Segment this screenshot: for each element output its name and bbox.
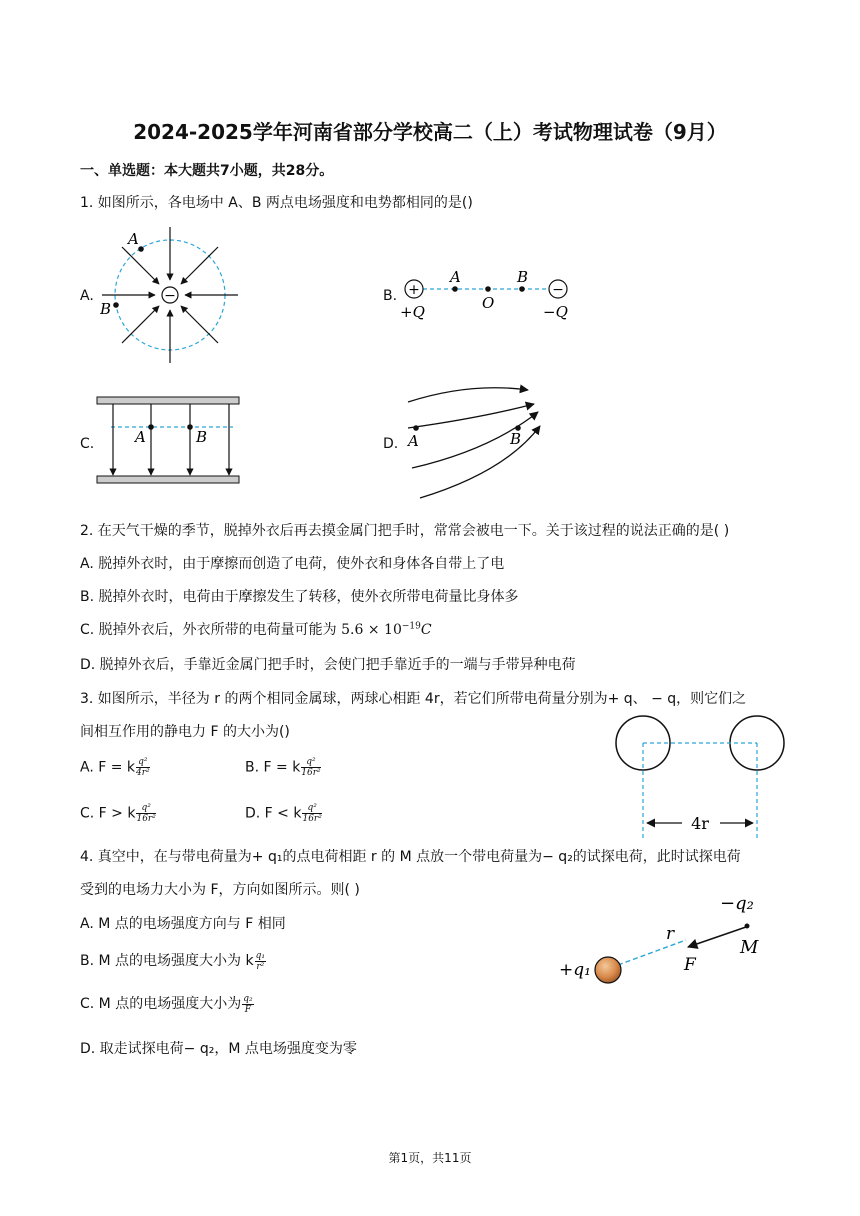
svg-text:+Q: +Q: [400, 303, 425, 321]
q1-stem: 1. 如图所示，各电场中 A、B 两点电场强度和电势都相同的是(): [80, 195, 473, 211]
q1-figure-d: [400, 380, 550, 505]
q1-figure-c: [95, 392, 245, 488]
q4-stem-line2: 受到的电场力大小为 F，方向如图所示。则( ): [80, 882, 360, 898]
q2-option-a: A. 脱掉外衣时，由于摩擦而创造了电荷，使外衣和身体各自带上了电: [80, 556, 505, 572]
svg-text:A: A: [128, 230, 139, 248]
q2-option-d: D. 脱掉外衣后，手靠近金属门把手时，会使门把手靠近手的一端与手带异种电荷: [80, 657, 576, 673]
q1-option-d-label: D.: [383, 436, 399, 452]
svg-text:r: r: [666, 924, 675, 944]
svg-text:A: A: [408, 432, 419, 450]
svg-text:B: B: [517, 268, 529, 286]
q4-option-c: C. M 点的电场强度大小为 $\frac{\text{q₂}}{F}$: [80, 993, 253, 1015]
q2-option-b: B. 脱掉外衣时，电荷由于摩擦发生了转移，使外衣所带电荷量比身体多: [80, 589, 519, 605]
page-footer: 第1页，共11页: [388, 1151, 472, 1165]
q1-figure-a: [100, 222, 250, 370]
q3-option-d: D. F < k $\frac{\text{q²}}{\text{16r²}}$: [245, 803, 322, 824]
q3-stem-line1: 3. 如图所示，半径为 r 的两个相同金属球，两球心相距 4r，若它们所带电荷量分别为+ q、 − q，则它们之: [80, 691, 747, 707]
svg-text:+q₁: +q₁: [559, 960, 591, 980]
q3-stem-line2: 间相互作用的静电力 F 的大小为(): [80, 724, 290, 740]
svg-text:B: B: [100, 300, 112, 318]
q3-figure: [612, 710, 787, 842]
q1-option-c-label: C.: [80, 436, 95, 452]
q3-option-a: A. F = k $\frac{\text{q²}}{\text{4r²}}$: [80, 757, 150, 778]
q4-option-d: D. 取走试探电荷− q₂，M 点电场强度变为零: [80, 1041, 357, 1057]
page-title: 2024-2025学年河南省部分学校高二（上）考试物理试卷（9月）: [133, 120, 727, 144]
q2-stem: 2. 在天气干燥的季节，脱掉外衣后再去摸金属门把手时，常常会被电一下。关于该过程的说法正确的是( ): [80, 523, 730, 539]
q2-option-c: C. 脱掉外衣后，外衣所带的电荷量可能为 $5.6 \times 10^{-19}C$: [80, 621, 432, 638]
section-heading: 一、单选题：本大题共7小题，共28分。: [80, 163, 334, 179]
q4-figure: [556, 885, 771, 995]
q3-option-b: B. F = k $\frac{\text{q²}}{\text{16r²}}$: [245, 757, 321, 778]
negative-charge-sign: −: [164, 288, 176, 304]
svg-text:+: +: [408, 282, 420, 298]
q4-option-a: A. M 点的电场强度方向与 F 相同: [80, 916, 286, 932]
q4-option-b: B. M 点的电场强度大小为 k $\frac{\text{q₁}}{\text{r²}}$: [80, 950, 265, 972]
svg-text:O: O: [482, 294, 495, 312]
q4-stem-line1: 4. 真空中，在与带电荷量为+ q₁的点电荷相距 r 的 M 点放一个带电荷量为− q₂的试探电荷，此时试探电荷: [80, 849, 741, 865]
q1-figure-b: [398, 265, 578, 325]
svg-text:−q₂: −q₂: [720, 893, 754, 914]
q1-option-b-label: B.: [383, 288, 398, 304]
svg-text:B: B: [196, 428, 208, 446]
svg-text:A: A: [450, 268, 461, 286]
q3-option-c: C. F > k $\frac{\text{q²}}{\text{16r²}}$: [80, 803, 156, 824]
svg-text:B: B: [510, 430, 522, 448]
svg-text:4r: 4r: [691, 814, 709, 833]
svg-text:−Q: −Q: [543, 303, 568, 321]
svg-text:−: −: [552, 282, 564, 298]
svg-text:F: F: [684, 955, 696, 975]
q1-option-a-label: A.: [80, 288, 94, 304]
charge-ball: [595, 957, 621, 983]
svg-text:A: A: [135, 428, 146, 446]
svg-text:M: M: [740, 937, 759, 958]
